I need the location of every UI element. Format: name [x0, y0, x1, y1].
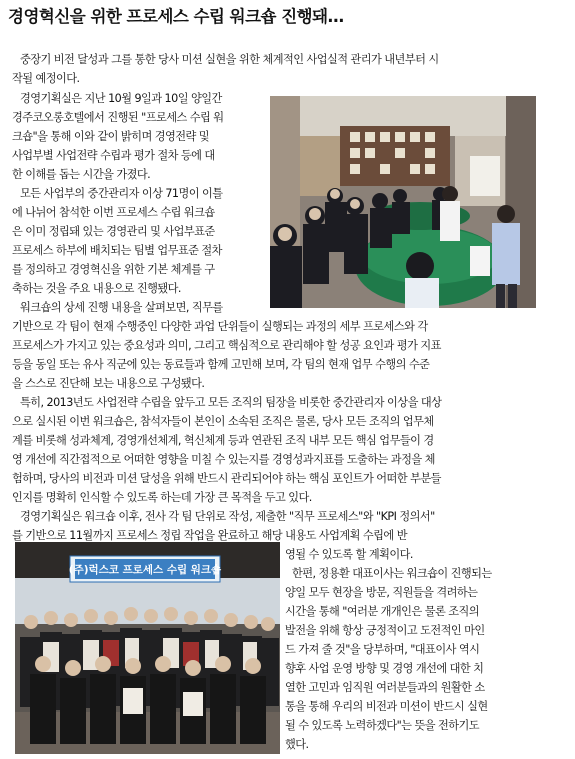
text-line: 중장기 비전 달성과 그를 통한 당사 미션 실현을 위한 체계적인 사업실적 관리가 내년부터 시 — [20, 53, 439, 66]
text-line: 으로 실시된 이번 워크숍은, 참석자들이 본인이 소속된 조직은 물론, 당사 모든 조직의 업무체 — [12, 415, 434, 428]
text-line: 를 기반으로 11월까지 프로세스 정립 작업을 완료하고 해당 내용도 사업계획 수립에 반 — [12, 529, 407, 542]
text-line: 영될 수 있도록 할 계획이다. — [285, 548, 413, 561]
text-line: 크숍"을 통해 이와 같이 밝히며 경영전략 및 — [12, 130, 210, 143]
text-line: 모든 사업부의 중간관리자 이상 71명이 이틀 — [20, 187, 223, 200]
text-line: 시간을 통해 "여러분 개개인은 물론 조직의 — [285, 605, 479, 618]
text-line: 경영기획실은 지난 10월 9일과 10일 양일간 — [20, 92, 222, 105]
text-line: 을 스스로 진단해 보는 내용으로 구성됐다. — [12, 377, 205, 390]
group-photo — [15, 542, 280, 754]
text-line: 될 수 있도록 노력하겠다"는 뜻을 전하기도 — [285, 719, 479, 732]
text-line: 험하며, 당사의 비전과 미션 달성을 위해 반드시 관리되어야 하는 핵심 포인트가 어떠한 부분들 — [12, 472, 441, 485]
text-line: 한편, 정용환 대표이사는 워크숍이 진행되는 — [292, 567, 492, 580]
text-line: 워크숍의 상세 진행 내용을 살펴보면, 직무를 — [20, 301, 223, 314]
text-line: 프로세스 하부에 배치되는 팀별 업무표준 절차 — [12, 244, 222, 257]
text-line: 인지를 명확히 인식할 수 있도록 하는데 가장 큰 목적을 두고 있다. — [12, 491, 312, 504]
text-line: 기반으로 각 팀이 현재 수행중인 다양한 과업 단위들이 실행되는 과정의 세부 프로세스와 각 — [12, 320, 428, 333]
text-line: 작될 예정이다. — [12, 72, 80, 85]
text-line: 축하는 것을 주요 내용으로 진행됐다. — [12, 282, 181, 295]
workshop-discussion-photo — [270, 96, 536, 308]
text-line: 경영기획실은 워크숍 이후, 전사 각 팀 단위로 작성, 제출한 "직무 프로세스"와 "KPI 정의서" — [20, 510, 435, 523]
text-line: 특히, 2013년도 사업전략 수립을 앞두고 모든 조직의 팀장을 비롯한 중간관리자 이상을 대상 — [20, 396, 442, 409]
text-line: 경주코오롱호텔에서 진행된 "프로세스 수립 워 — [12, 111, 224, 124]
article-headline: 경영혁신을 위한 프로세스 수립 워크숍 진행돼… — [8, 7, 344, 26]
text-line: 한 이해를 돕는 시간을 가졌다. — [12, 168, 151, 181]
text-line: 드 가져 줄 것"을 당부하며, "대표이사 역시 — [285, 643, 480, 656]
text-line: 향후 사업 운영 방향 및 경영 개선에 대한 치 — [285, 662, 484, 675]
text-line: 발전을 위해 항상 긍정적이고 도전적인 마인 — [285, 624, 485, 637]
text-line: 프로세스가 가지고 있는 중요성과 의미, 그리고 핵심적으로 관리해야 할 성공 요인과 평가 지표 — [12, 339, 441, 352]
text-line: 사업부별 사업전략 수립과 평가 절차 등에 대 — [12, 149, 215, 162]
text-line: 등을 동일 또는 유사 직군에 있는 동료들과 함께 고민해 보며, 각 팀의 현재 업무 수행의 수준 — [12, 358, 430, 371]
banner-text: (주)럭스코 프로세스 수립 워크숍 — [68, 564, 222, 576]
text-line: 통을 통해 우리의 비전과 미션이 반드시 실현 — [285, 700, 488, 713]
text-line: 했다. — [285, 738, 309, 751]
text-line: 열한 고민과 임직원 여러분들과의 원활한 소 — [285, 681, 485, 694]
text-line: 계를 비롯해 성과체계, 경영개선체계, 혁신체계 등과 연관된 조직 내부 모든 핵심 업무들이 경 — [12, 434, 434, 447]
text-line: 양일 모두 현장을 방문, 직원들을 격려하는 — [285, 586, 478, 599]
text-line: 영 개선에 직간접적으로 어떠한 영향을 미칠 수 있는지를 경영성과지표를 도출하는 과정을 체 — [12, 453, 435, 466]
text-line: 에 나뉘어 참석한 이번 프로세스 수립 워크숍 — [12, 206, 215, 219]
text-line: 은 이미 정립돼 있는 경영관리 및 사업부표준 — [12, 225, 215, 238]
text-line: 를 정의하고 경영혁신을 위한 기본 체계를 구 — [12, 263, 215, 276]
